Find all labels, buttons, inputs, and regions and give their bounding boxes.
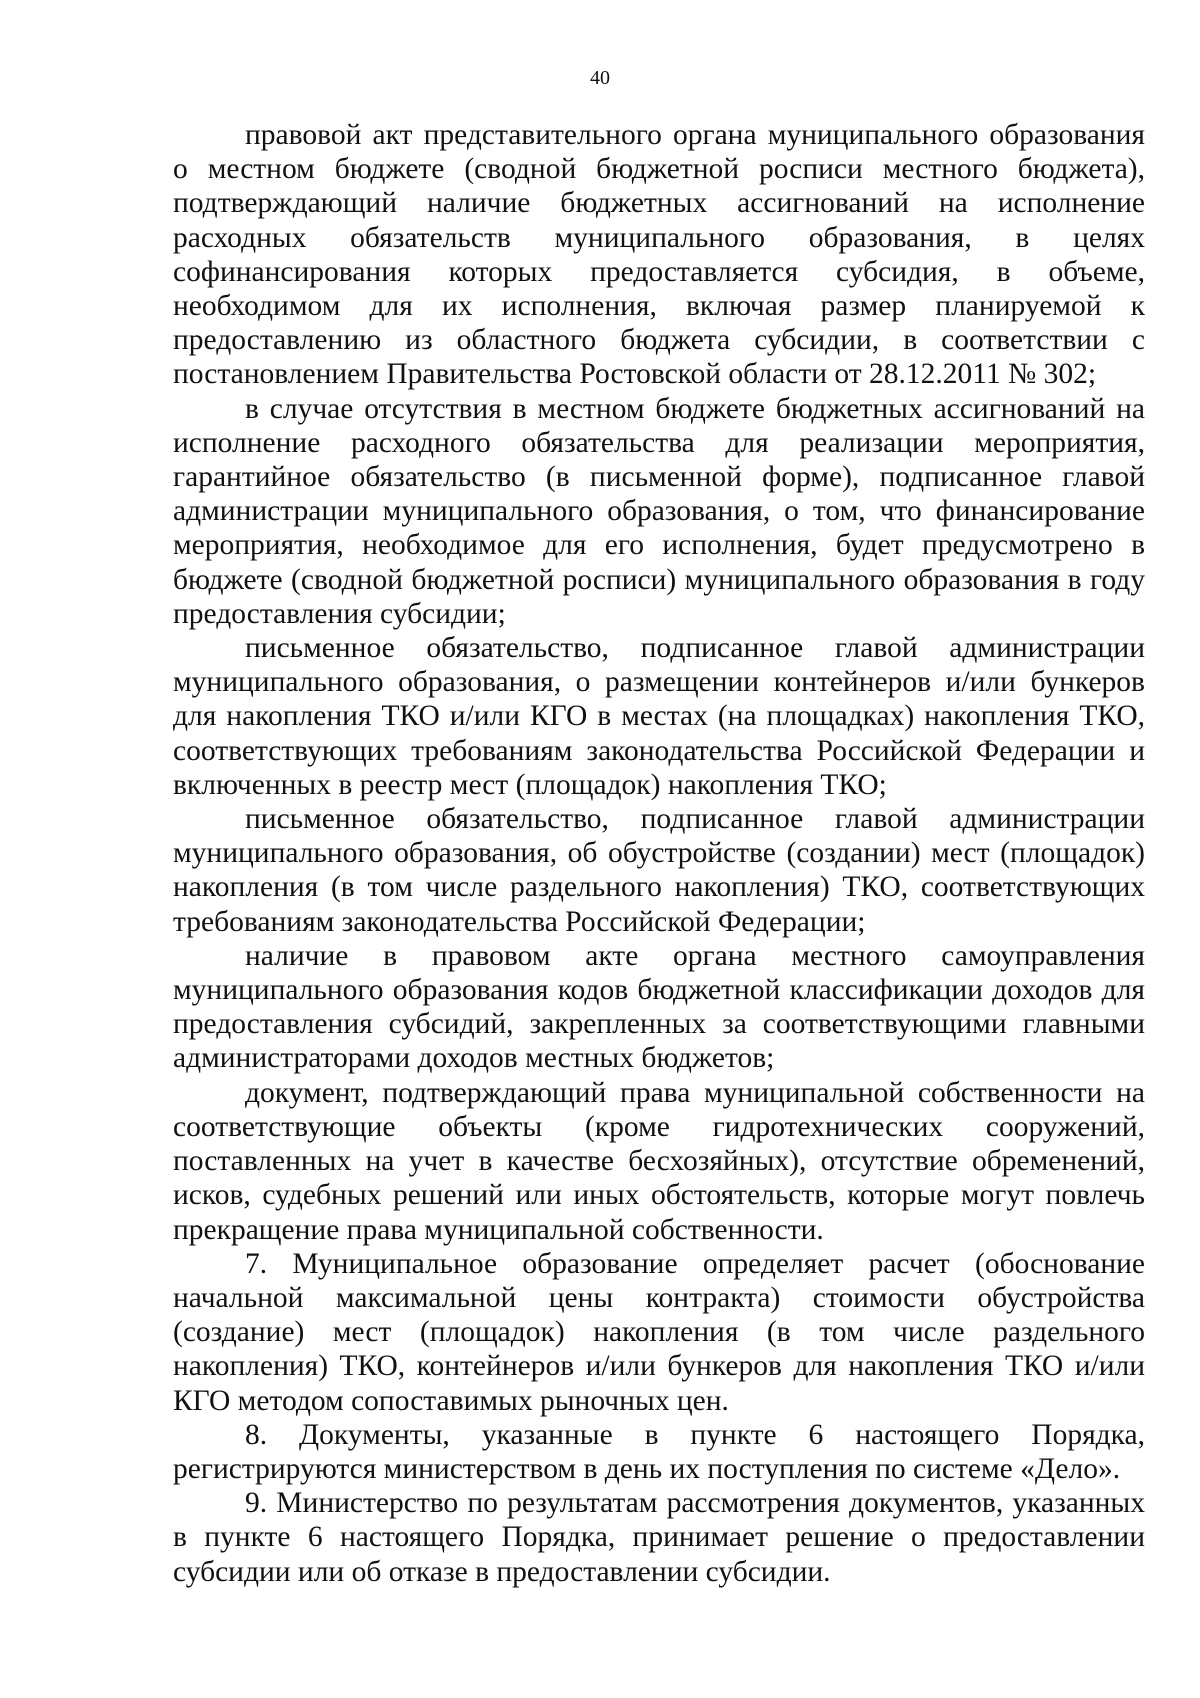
paragraph-ownership-document: документ, подтверждающий права муниципальной собственности на соответствующие объекты (кроме гидротехнических сооружений, поставленных на учет в качестве бесхозяйных), отсутствие обременений, исков, судебных решений или иных обстоятельств, которые могут повлечь прекращение права муниципальной собственности. xyxy=(173,1076,1145,1246)
page-number: 40 xyxy=(590,67,610,89)
paragraph-item-8: 8. Документы, указанные в пункте 6 настоящего Порядка, регистрируются министерством в день их поступления по системе «Дело». xyxy=(173,1418,1145,1485)
paragraph-container-placement-obligation: письменное обязательство, подписанное главой администрации муниципального образования, о размещении контейнеров и/или бункеров для накопления ТКО и/или КГО в местах (на площадках) накопления ТКО, соответствующих требованиям законодательства Российской Федерации и включенных в реестр мест (площадок) накопления ТКО; xyxy=(173,632,1145,801)
paragraph-guarantee-obligation: в случае отсутствия в местном бюджете бюджетных ассигнований на исполнение расходного обязательства для реализации мероприятия, гарантийное обязательство (в письменной форме), подписанное главой администрации муниципального образования, о том, что финансирование мероприятия, необходимое для его исполнения, будет предусмотрено в бюджете (сводной бюджетной росписи) муниципального образования в году предоставления субсидии; xyxy=(173,392,1145,630)
paragraph-budget-classification-codes: наличие в правовом акте органа местного самоуправления муниципального образования кодов бюджетной классификации доходов для предоставления субсидий, закрепленных за соответствующими главными администраторами доходов местных бюджетов; xyxy=(173,939,1145,1075)
paragraph-item-9: 9. Министерство по результатам рассмотрения документов, указанных в пункте 6 настоящего Порядка, принимает решение о предоставлении субсидии или об отказе в предоставлении субсидии. xyxy=(173,1487,1145,1588)
paragraph-site-arrangement-obligation: письменное обязательство, подписанное главой администрации муниципального образования, об обустройстве (создании) мест (площадок) накопления (в том числе раздельного накопления) ТКО, соответствующих требованиям законодательства Российской Федерации; xyxy=(173,803,1145,938)
document-body xyxy=(173,118,1145,1589)
paragraph-item-7: 7. Муниципальное образование определяет расчет (обоснование начальной максимальной цены контракта) стоимости обустройства (создание) мест (площадок) накопления (в том числе раздельного накопления) ТКО, контейнеров и/или бункеров для накопления ТКО и/или КГО методом сопоставимых рыночных цен. xyxy=(173,1247,1145,1417)
paragraph-budget-act: правовой акт представительного органа муниципального образования о местном бюджете (сводной бюджетной росписи местного бюджета), подтверждающий наличие бюджетных ассигнований на исполнение расходных обязательств муниципального образования, в целях софинансирования которых предоставляется субсидия, в объеме, необходимом для их исполнения, включая размер планируемой к предоставлению из областного бюджета субсидии, в соответствии с постановлением Правительства Ростовской области от 28.12.2011 № 302; xyxy=(173,119,1145,391)
